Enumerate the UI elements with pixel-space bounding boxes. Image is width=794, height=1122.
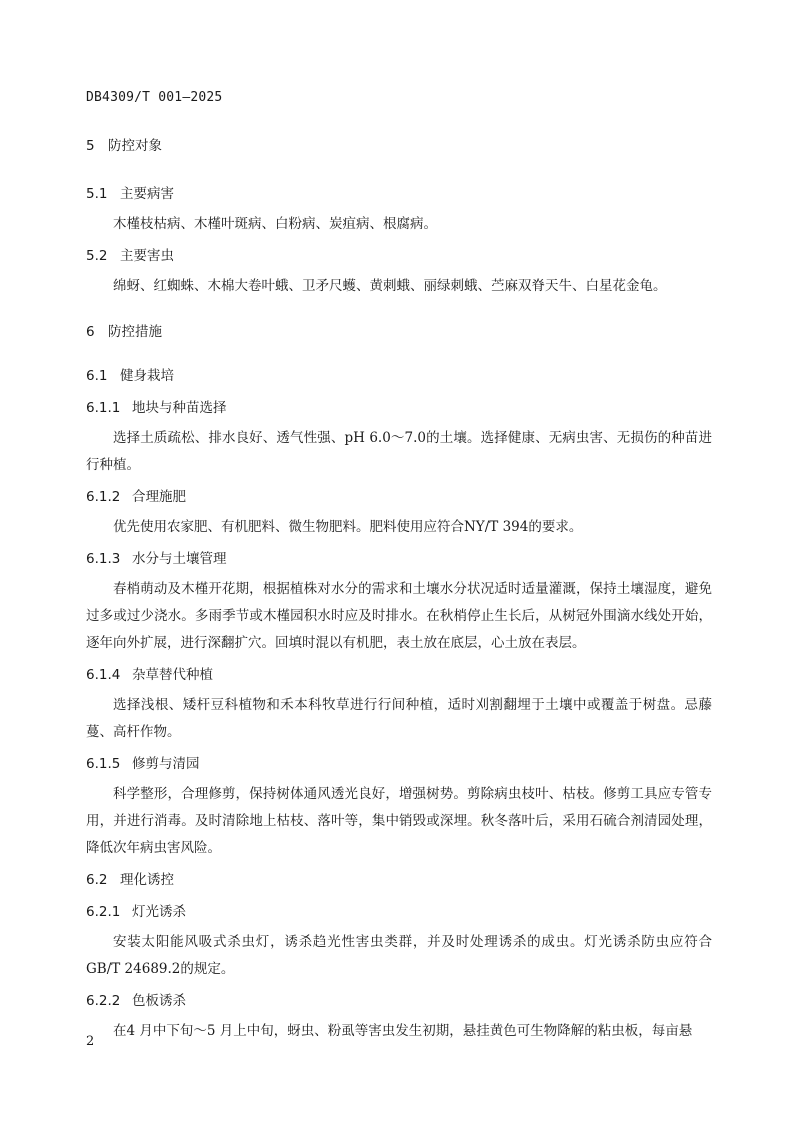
paragraph-6-1-5: 科学整形，合理修剪，保持树体通风透光良好，增强树势。剪除病虫枝叶、枯枝。修剪工具应专管专用，并进行消毒。及时清除地上枯枝、落叶等，集中销毁或深埋。秋冬落叶后，采用石硫合剂清园处理，降低次年病虫害风险。 — [86, 786, 712, 856]
section-heading-5 — [86, 136, 712, 156]
section-title: 主要害虫 — [120, 248, 174, 264]
section-heading-6-1-2 — [86, 487, 712, 507]
section-number: 5.1 — [86, 186, 108, 202]
section-number: 6.1.5 — [86, 756, 121, 772]
paragraph-6-1-2: 优先使用农家肥、有机肥料、微生物肥料。肥料使用应符合NY/T 394的要求。 — [113, 519, 583, 535]
section-title: 修剪与清园 — [132, 756, 200, 772]
section-title: 灯光诱杀 — [132, 904, 186, 920]
paragraph-6-2-1: 安装太阳能风吸式杀虫灯，诱杀趋光性害虫类群，并及时处理诱杀的成虫。灯光诱杀防虫应符合GB/T 24689.2的规定。 — [86, 934, 712, 977]
section-heading-6-1-1 — [86, 398, 712, 418]
section-heading-6-1-4 — [86, 665, 712, 685]
paragraph-6-1-4: 选择浅根、矮杆豆科植物和禾本科牧草进行行间种植，适时刈割翻埋于土壤中或覆盖于树盘。忌藤蔓、高杆作物。 — [86, 697, 712, 740]
section-number: 6.1 — [86, 368, 108, 384]
section-number: 5 — [86, 138, 95, 154]
paragraph-6-1-1: 选择土质疏松、排水良好、透气性强、pH 6.0～7.0的土壤。选择健康、无病虫害、无损伤的种苗进行种植。 — [86, 430, 712, 473]
section-number: 6.2.2 — [86, 993, 121, 1009]
section-heading-6-1-5 — [86, 754, 712, 774]
paragraph-5-1: 木槿枝枯病、木槿叶斑病、白粉病、炭疽病、根腐病。 — [113, 216, 437, 232]
section-heading-5-2 — [86, 246, 712, 266]
section-number: 6.1.1 — [86, 400, 121, 416]
section-title: 合理施肥 — [132, 489, 186, 505]
section-number: 6.2 — [86, 872, 108, 888]
section-number: 5.2 — [86, 248, 108, 264]
section-title: 色板诱杀 — [132, 993, 186, 1009]
section-title: 水分与土壤管理 — [132, 551, 227, 567]
section-number: 6 — [86, 324, 95, 340]
section-heading-5-1 — [86, 184, 712, 204]
section-number: 6.1.2 — [86, 489, 121, 505]
paragraph-5-2: 绵蚜、红蜘蛛、木棉大卷叶蛾、卫矛尺蠖、黄刺蛾、丽绿刺蛾、苎麻双脊天牛、白星花金龟。 — [113, 278, 667, 294]
section-heading-6-2-2 — [86, 991, 712, 1011]
paragraph-6-2-2: 在4 月中下旬～5 月上中旬，蚜虫、粉虱等害虫发生初期，悬挂黄色可生物降解的粘虫板，每亩悬 — [113, 1023, 693, 1039]
section-number: 6.1.3 — [86, 551, 121, 567]
section-heading-6-2-1 — [86, 902, 712, 922]
section-title: 防控措施 — [108, 324, 162, 340]
page-number: 2 — [86, 1034, 95, 1049]
section-title: 杂草替代种植 — [132, 667, 213, 683]
section-title: 地块与种苗选择 — [132, 400, 227, 416]
section-title: 主要病害 — [120, 186, 174, 202]
section-number: 6.1.4 — [86, 667, 121, 683]
section-title: 防控对象 — [108, 138, 162, 154]
section-heading-6-1-3 — [86, 549, 712, 569]
document-code-header: DB4309/T 001—2025 — [86, 90, 223, 105]
section-number: 6.2.1 — [86, 904, 121, 920]
section-title: 健身栽培 — [120, 368, 174, 384]
document-body — [86, 136, 712, 1045]
section-title: 理化诱控 — [120, 872, 174, 888]
section-heading-6 — [86, 322, 712, 342]
paragraph-6-1-3: 春梢萌动及木槿开花期，根据植株对水分的需求和土壤水分状况适时适量灌溉，保持土壤湿度，避免过多或过少浇水。多雨季节或木槿园积水时应及时排水。在秋梢停止生长后，从树冠外围滴水线处开始，逐年向外扩展，进行深翻扩穴。回填时混以有机肥，表土放在底层，心土放在表层。 — [86, 581, 712, 651]
section-heading-6-2 — [86, 870, 712, 890]
section-heading-6-1 — [86, 366, 712, 386]
